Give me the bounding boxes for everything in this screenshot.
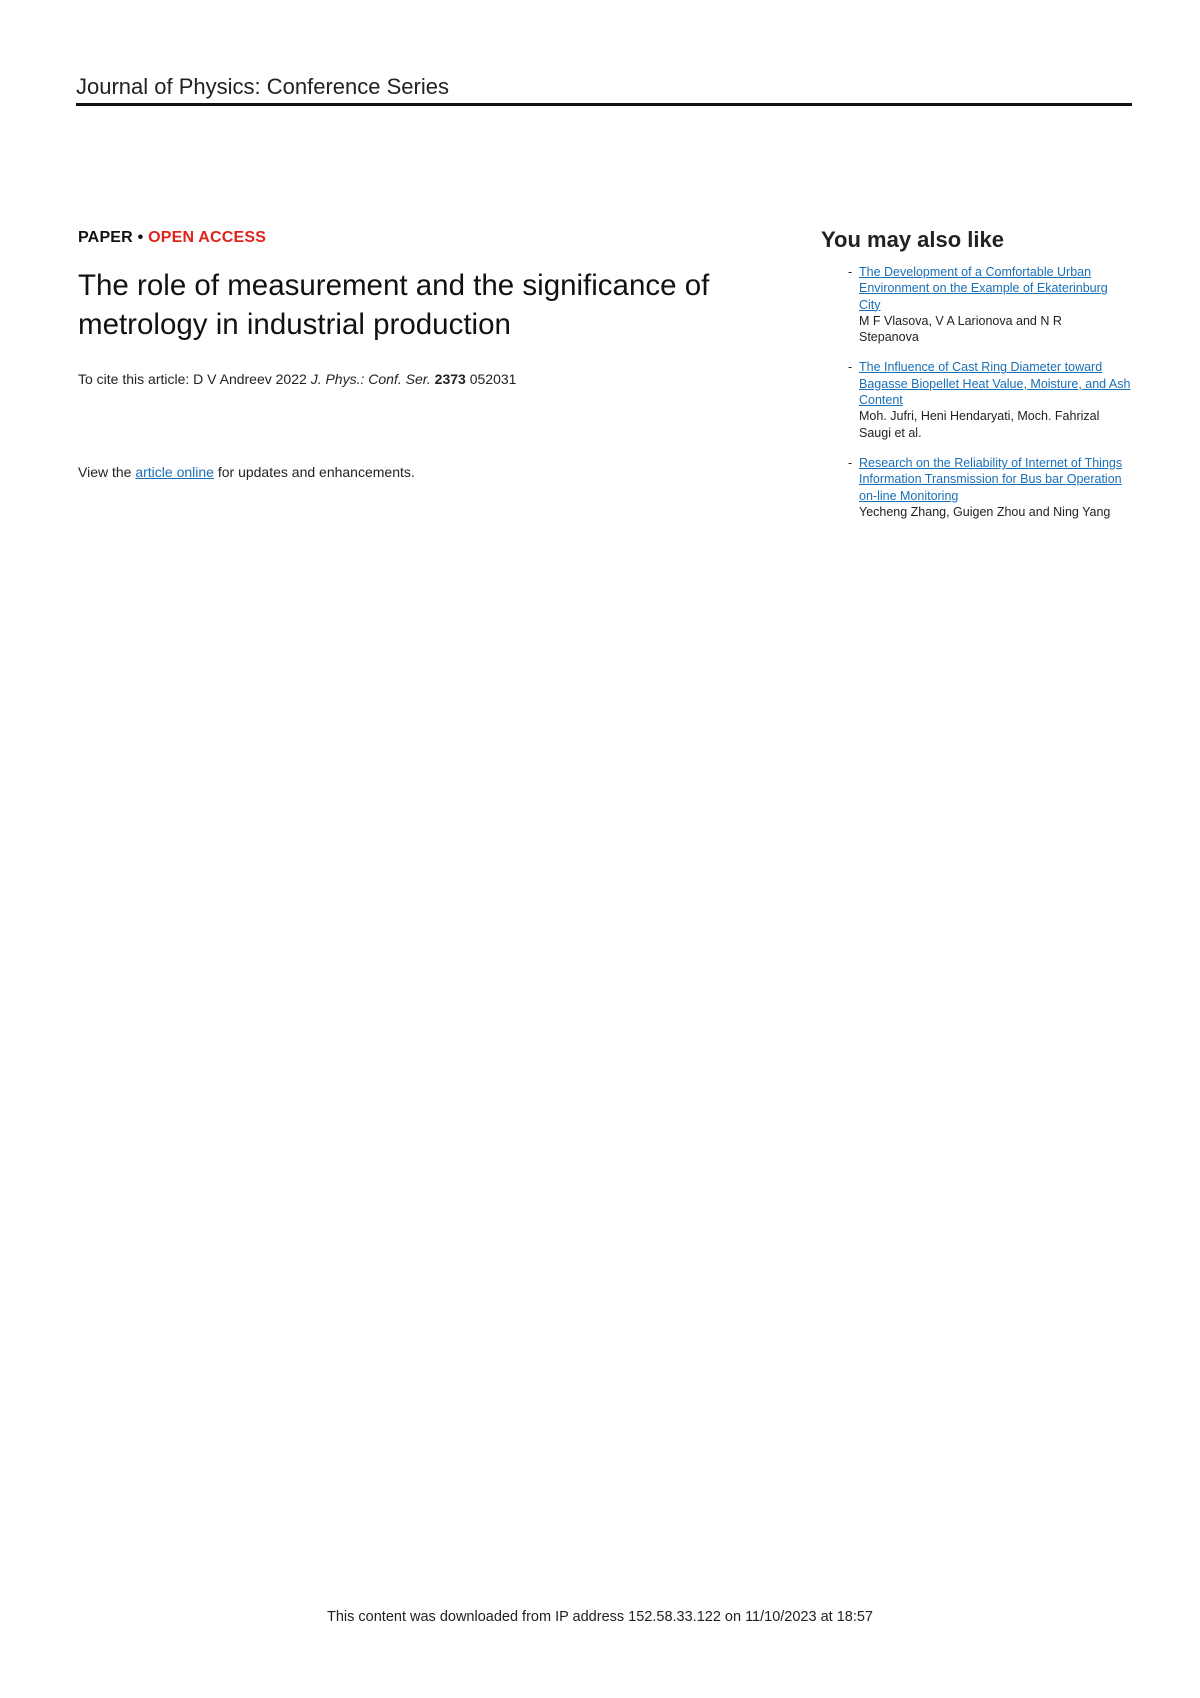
list-dash: -	[848, 265, 853, 279]
paper-type-label: PAPER	[78, 229, 133, 246]
paper-meta	[78, 228, 798, 248]
article-online-link[interactable]: article online	[135, 464, 214, 480]
open-access-badge: OPEN ACCESS	[148, 229, 267, 246]
related-authors: Moh. Jufri, Heni Hendaryati, Moch. Fahrizal Saugi et al.	[859, 409, 1100, 440]
related-authors: Yecheng Zhang, Guigen Zhou and Ning Yang	[859, 504, 1111, 519]
related-sidebar	[821, 226, 1131, 534]
citation-prefix: To cite this article: D V Andreev 2022	[78, 371, 307, 387]
related-item	[821, 359, 1131, 440]
citation-volume: 2373	[434, 371, 466, 387]
related-article-link[interactable]: The Influence of Cast Ring Diameter toward Bagasse Biopellet Heat Value, Moisture, and Ash Content	[859, 360, 1131, 408]
view-online-before: View the	[78, 464, 132, 480]
related-authors: M F Vlasova, V A Larionova and N R Stepanova	[859, 313, 1062, 345]
citation	[78, 370, 798, 388]
related-heading: You may also like	[821, 227, 1005, 252]
related-item	[821, 455, 1131, 520]
bullet-separator: •	[137, 229, 144, 246]
view-online-after: for updates and enhancements.	[217, 464, 415, 480]
view-online-note	[78, 463, 798, 481]
paper-main	[78, 228, 798, 481]
citation-article-number: 052031	[469, 371, 517, 387]
download-footer: This content was downloaded from IP address 152.58.33.122 on 11/10/2023 at 18:57	[326, 1609, 873, 1625]
paper-title: The role of measurement and the significance of metrology in industrial production	[78, 269, 710, 341]
list-dash: -	[848, 455, 853, 470]
journal-header	[76, 74, 1132, 106]
journal-name: Journal of Physics: Conference Series	[76, 74, 449, 99]
related-article-link[interactable]: Research on the Reliability of Internet of Things Information Transmission for Bus bar Operation on-line Monitoring	[859, 455, 1123, 503]
list-dash: -	[848, 360, 853, 375]
citation-journal: J. Phys.: Conf. Ser.	[310, 371, 431, 387]
related-article-link[interactable]: The Development of a Comfortable Urban Environment on the Example of Ekaterinburg City	[859, 265, 1108, 312]
related-item	[821, 264, 1131, 345]
related-list	[821, 264, 1131, 520]
